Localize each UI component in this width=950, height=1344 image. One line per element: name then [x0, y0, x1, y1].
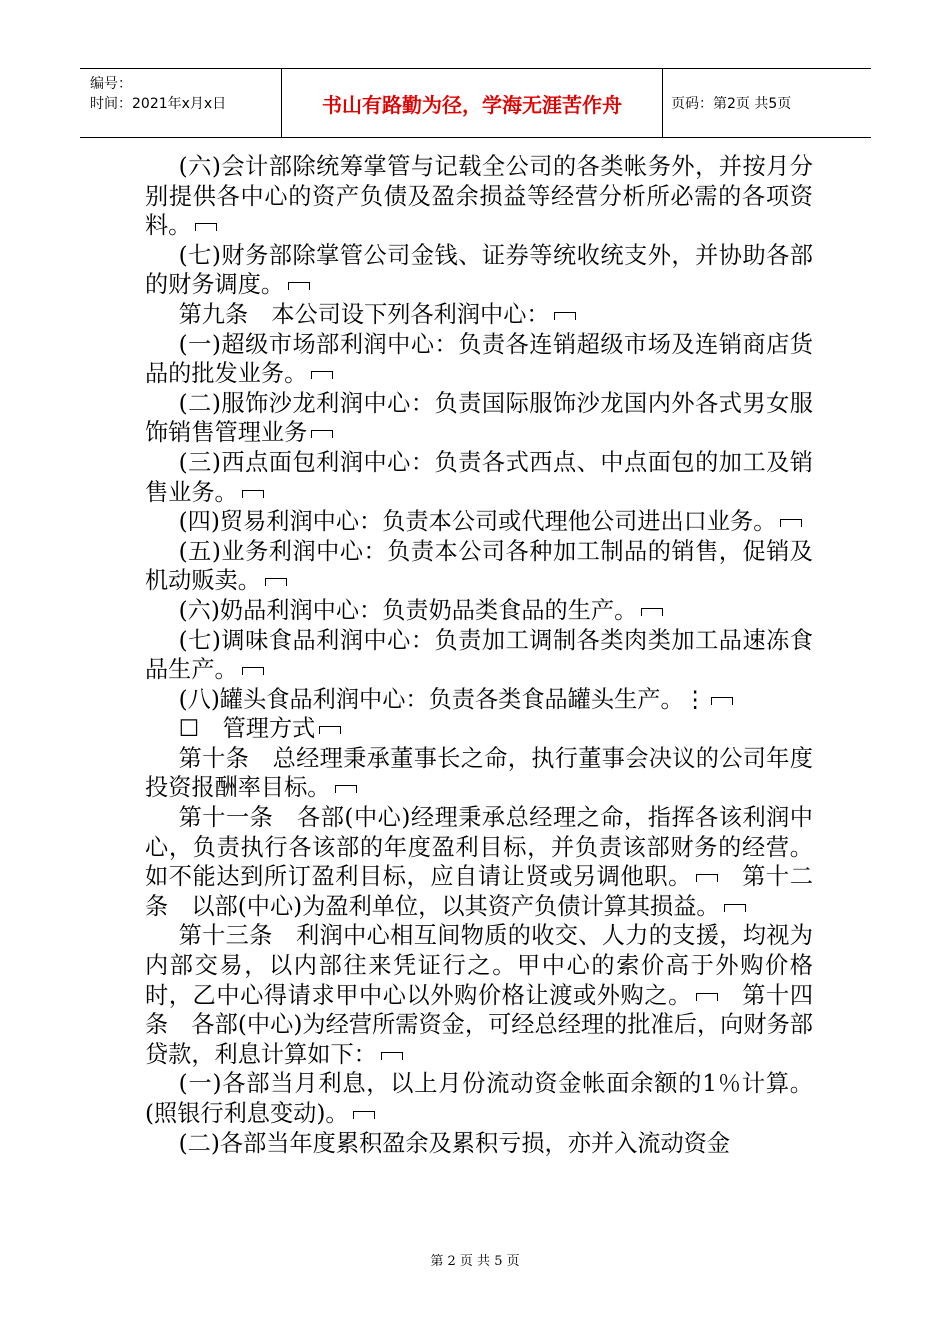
- paragraph-mark-icon: [311, 371, 333, 379]
- paragraph-text: (六)奶品利润中心：负责奶品类食品的生产。: [178, 596, 638, 624]
- paragraph-text: 第十四条 各部(中心)为经营所需资金，可经总经理的批准后，向财务部贷款，利息计算如下：: [145, 981, 814, 1068]
- paragraph-mark-icon: [195, 223, 217, 231]
- paragraph-mark-icon: [288, 282, 310, 290]
- section-heading: [145, 714, 813, 744]
- paragraph: [145, 626, 813, 685]
- paragraph: [145, 241, 813, 300]
- paragraph-text: (二)各部当年度累积盈余及累积亏损，亦并入流动资金: [178, 1129, 731, 1157]
- paragraph-text: (一)超级市场部利润中心：负责各连销超级市场及连销商店货品的批发业务。: [145, 330, 813, 388]
- paragraph-text: 第十条 总经理秉承董事长之命，执行董事会决议的公司年度投资报酬率目标。: [145, 744, 813, 802]
- paragraph-mark-icon: [265, 578, 287, 586]
- paragraph-text: 第十二条 以部(中心)为盈利单位，以其资产负债计算其损益。: [145, 863, 814, 920]
- paragraph-mark-icon: [724, 904, 746, 912]
- paragraph: [145, 448, 813, 507]
- paragraph-text: (一)各部当月利息，以上月份流动资金帐面余额的1％计算。(照银行利息变动)。: [145, 1070, 813, 1127]
- document-date-label: 时间：2021年x月x日: [90, 96, 227, 112]
- paragraph-mark-icon: [311, 430, 333, 438]
- page-footer: 第 2 页 共 5 页: [430, 1254, 520, 1269]
- paragraph-mark-icon: [353, 1111, 375, 1119]
- header-meta: [80, 69, 282, 137]
- paragraph-text: (三)西点面包利润中心：负责各式西点、中点面包的加工及销售业务。: [145, 448, 813, 506]
- paragraph-text: (八)罐头食品利润中心：负责各类食品罐头生产。⋮: [178, 685, 707, 713]
- document-body: [145, 152, 813, 1158]
- paragraph-text: (五)业务利润中心：负责本公司各种加工制品的销售，促销及机动贩卖。: [145, 537, 813, 595]
- page-header: [80, 68, 871, 138]
- paragraph-mark-icon: [711, 697, 733, 705]
- paragraph-mark-icon: [319, 726, 341, 734]
- paragraph-mark-icon: [242, 667, 264, 675]
- paragraph-text: 第十一条 各部(中心)经理秉承总经理之命，指挥各该利润中心，负责执行各该部的年度盈利目标，并负责该部财务的经营。如不能达到所订盈利目标，应自请让贤或另调他职。: [145, 804, 813, 891]
- paragraph-text: (七)调味食品利润中心：负责加工调制各类肉类加工品速冻食品生产。: [145, 626, 813, 684]
- paragraph-text: (六)会计部除统筹掌管与记载全公司的各类帐务外，并按月分别提供各中心的资产负债及盈余损益等经营分析所必需的各项资料。: [145, 153, 813, 240]
- paragraph: [145, 921, 813, 1069]
- section-heading-text: ☐ 管理方式: [178, 715, 316, 743]
- paragraph-mark-icon: [381, 1052, 403, 1060]
- paragraph: [145, 152, 813, 241]
- paragraph-mark-icon: [335, 785, 357, 793]
- paragraph: [145, 537, 813, 596]
- document-number-label: 编号：: [90, 76, 132, 92]
- paragraph-mark-icon: [696, 874, 718, 882]
- paragraph-mark-icon: [696, 993, 718, 1001]
- paragraph-mark-icon: [554, 312, 576, 320]
- paragraph-text: (二)服饰沙龙利润中心：负责国际服饰沙龙国内外各式男女服饰销售管理业务: [145, 389, 813, 447]
- paragraph: [145, 803, 813, 921]
- paragraph: [145, 1129, 813, 1159]
- paragraph: [145, 330, 813, 389]
- paragraph: [145, 300, 813, 330]
- header-page-number: 页码：第2页 共5页: [671, 96, 792, 112]
- paragraph: [145, 1069, 813, 1128]
- paragraph-text: 第九条 本公司设下列各利润中心：: [178, 300, 550, 328]
- paragraph-text: 第十三条 利润中心相互间物质的收交、人力的支援，均视为内部交易，以内部往来凭证行之。甲中心的索价高于外购价格时，乙中心得请求甲中心以外购价格让渡或外购之。: [145, 922, 813, 1009]
- paragraph-mark-icon: [641, 608, 663, 616]
- header-motto: 书山有路勤为径，学海无涯苦作舟: [282, 69, 663, 137]
- paragraph: [145, 744, 813, 803]
- paragraph: [145, 389, 813, 448]
- paragraph: [145, 596, 813, 626]
- paragraph-text: (四)贸易利润中心：负责本公司或代理他公司进出口业务。: [178, 508, 777, 536]
- paragraph-text: (七)财务部除掌管公司金钱、证券等统收统支外，并协助各部的财务调度。: [145, 241, 813, 299]
- paragraph-mark-icon: [780, 519, 802, 527]
- paragraph: [145, 507, 813, 537]
- paragraph-mark-icon: [242, 490, 264, 498]
- paragraph: [145, 685, 813, 715]
